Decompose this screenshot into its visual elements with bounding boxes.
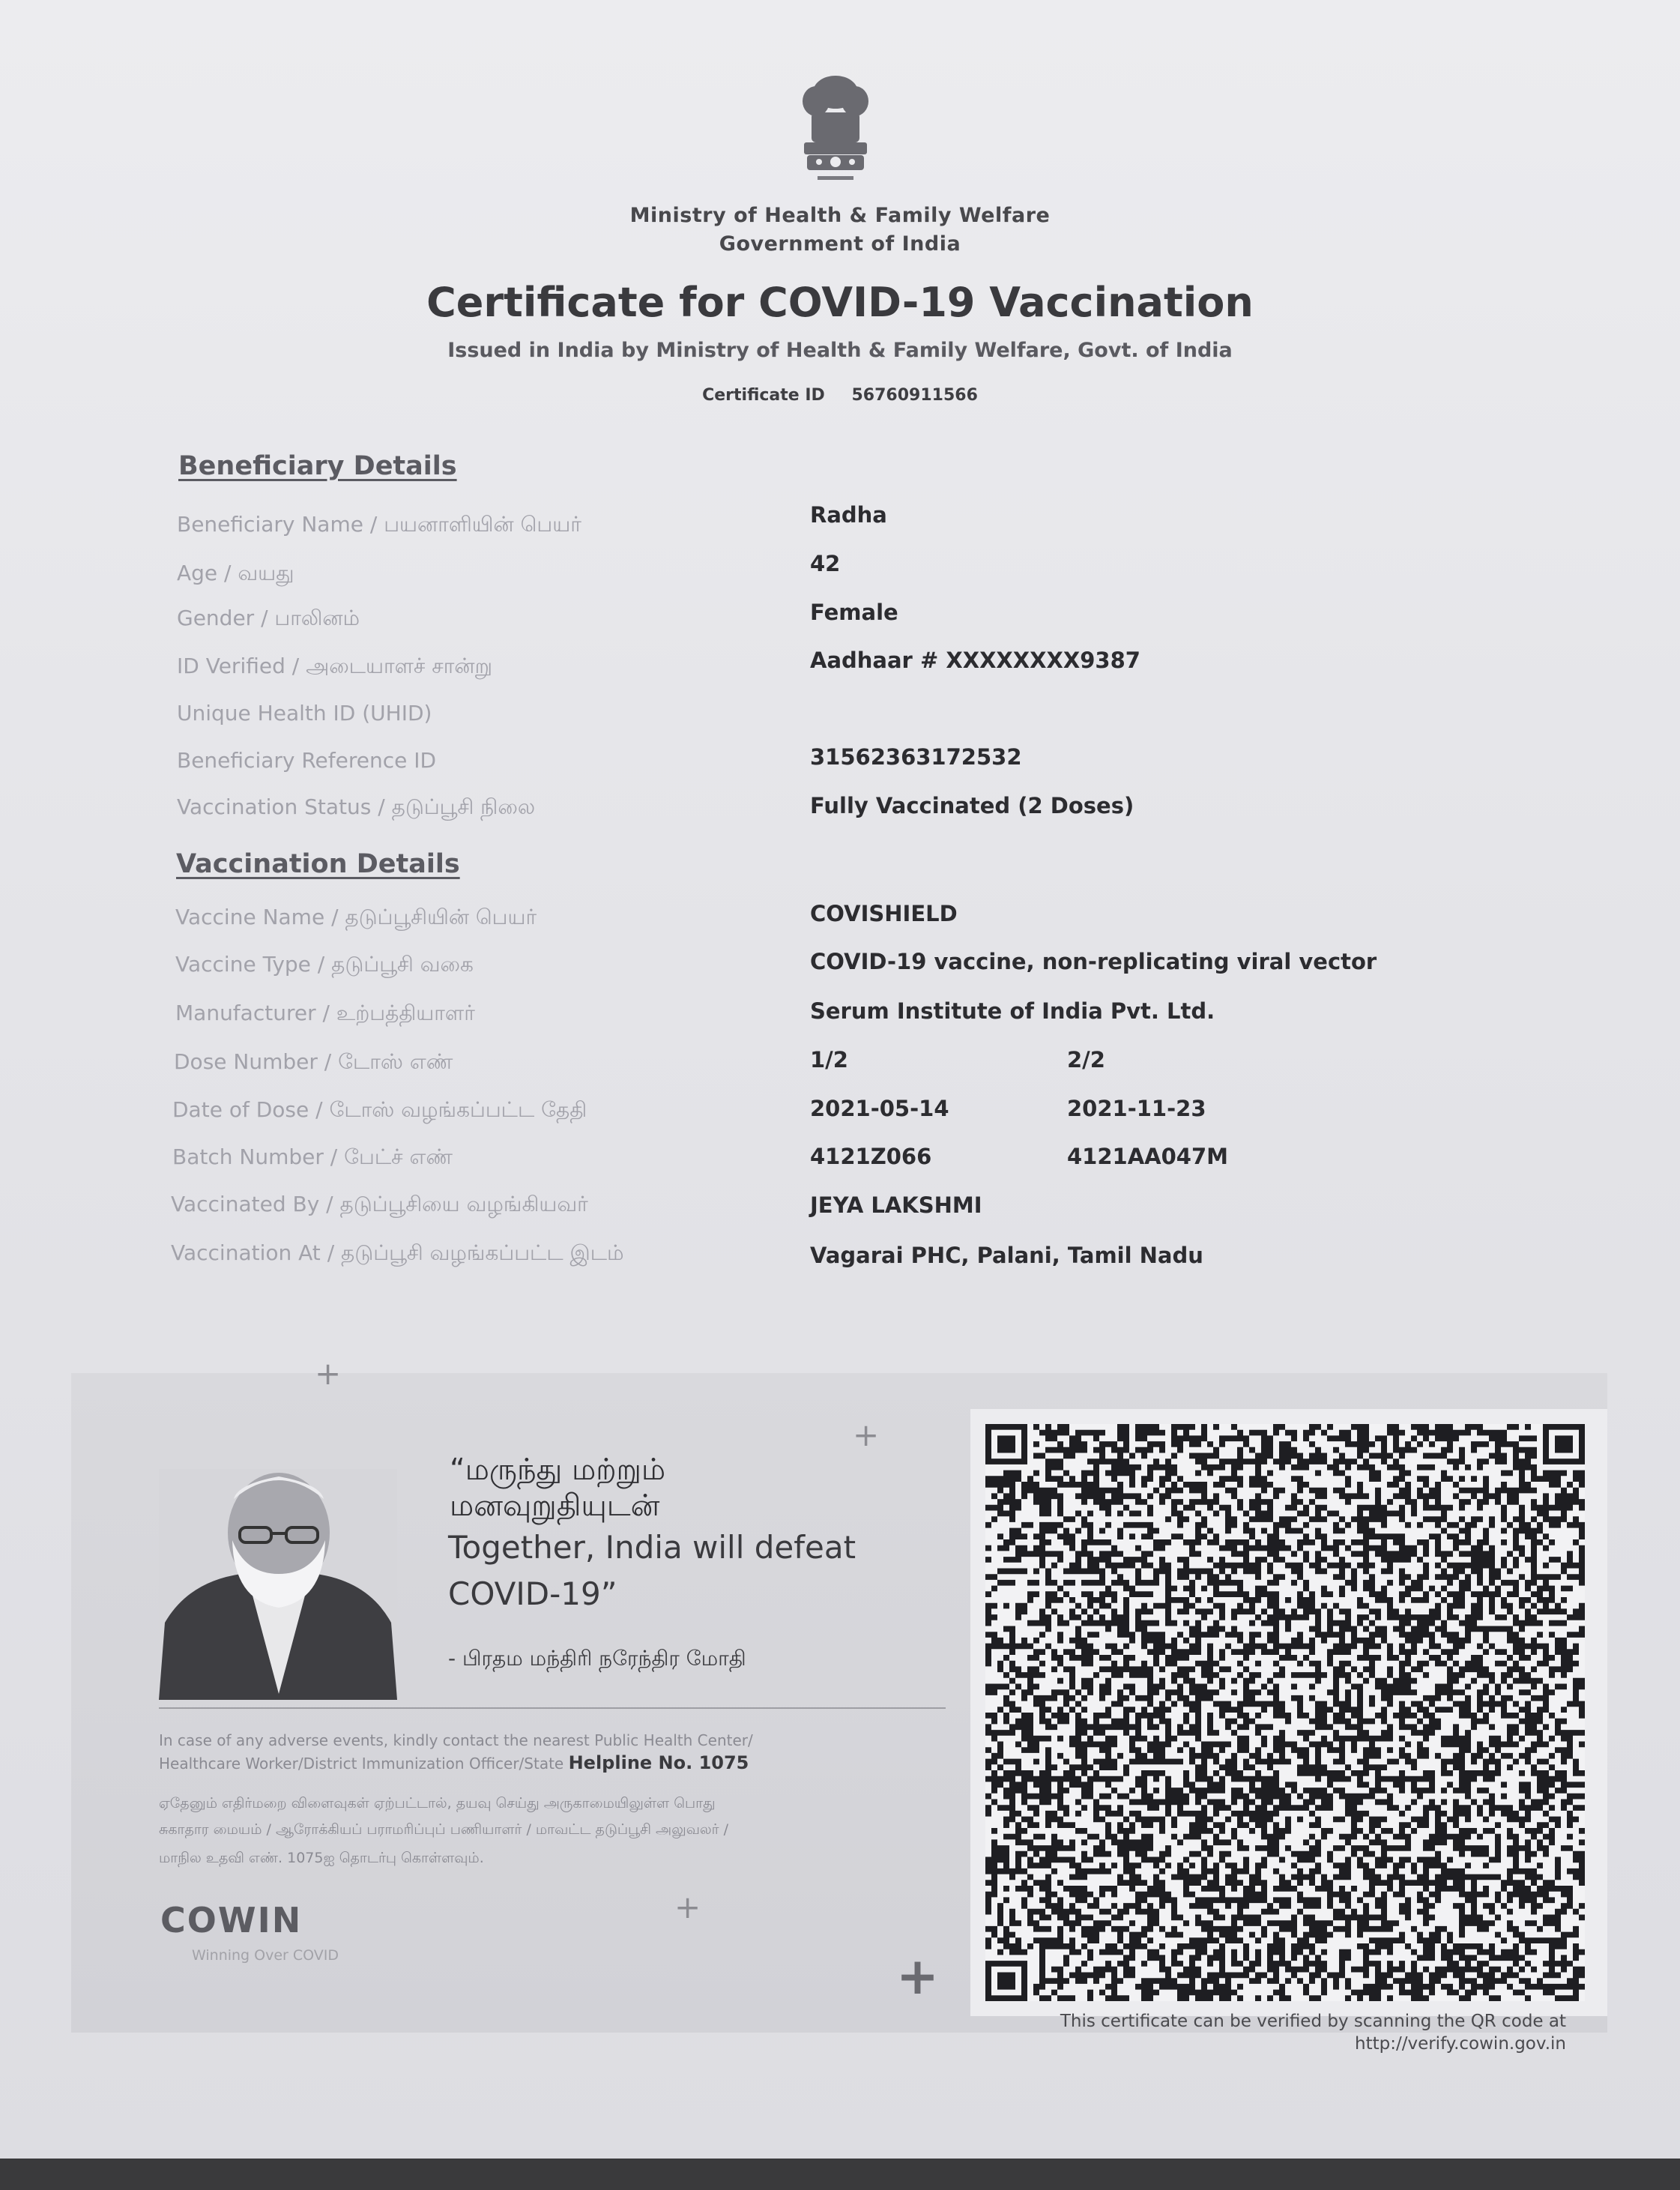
dose-number-value-2: 2/2	[1067, 1047, 1105, 1073]
certificate-id-value: 56760911566	[851, 386, 978, 405]
quote-author: - பிரதம மந்திரி நரேந்திர மோதி	[448, 1646, 746, 1671]
government-name: Government of India	[719, 232, 961, 256]
plus-decoration: +	[315, 1355, 342, 1392]
banner-divider	[159, 1707, 946, 1709]
vaccination-status-value: Fully Vaccinated (2 Doses)	[810, 793, 1134, 818]
quote-tamil-line1: “மருந்து மற்றும்	[450, 1453, 666, 1487]
manufacturer-label: Manufacturer / உற்பத்தியாளர்	[175, 1001, 475, 1025]
vaccinated-by-value: JEYA LAKSHMI	[810, 1192, 982, 1218]
vaccination-at-value: Vagarai PHC, Palani, Tamil Nadu	[810, 1243, 1203, 1268]
batch-number-label: Batch Number / பேட்ச் எண்	[172, 1144, 453, 1169]
verify-note-line1: This certificate can be verified by scanning the QR code at	[1060, 2012, 1566, 2031]
certificate-title: Certificate for COVID-19 Vaccination	[426, 279, 1254, 326]
adverse-events-tamil-line2: சுகாதார மையம் / ஆரோக்கியப் பராமரிப்புப் பணியாளர் / மாவட்ட தடுப்பூசி அலுவலர் /	[159, 1821, 729, 1838]
quote-english-line1: Together, India will defeat	[448, 1529, 856, 1566]
cowin-tagline: Winning Over COVID	[192, 1947, 339, 1964]
vaccine-type-value: COVID-19 vaccine, non-replicating viral vector	[810, 949, 1377, 974]
vaccine-name-label: Vaccine Name / தடுப்பூசியின் பெயர்	[175, 905, 537, 929]
batch-number-value-2: 4121AA047M	[1067, 1144, 1228, 1169]
adverse-events-tamil-line3: மாநில உதவி எண். 1075ஐ தொடர்பு கொள்ளவும்.	[159, 1850, 484, 1866]
adverse-events-english-line1: In case of any adverse events, kindly contact the nearest Public Health Center/	[159, 1731, 753, 1749]
prime-minister-portrait	[159, 1469, 397, 1700]
beneficiary-reference-id-label: Beneficiary Reference ID	[177, 748, 437, 773]
plus-decoration: +	[853, 1417, 880, 1453]
dose-number-label: Dose Number / டோஸ் எண்	[174, 1049, 453, 1074]
dose-number-value-1: 1/2	[810, 1047, 848, 1073]
vaccine-name-value: COVISHIELD	[810, 901, 958, 926]
certificate-id-label: Certificate ID	[702, 386, 825, 405]
beneficiary-details-heading: Beneficiary Details	[178, 451, 457, 481]
age-value: 42	[810, 551, 841, 576]
adverse-events-english-line2	[159, 1752, 749, 1773]
quote-english-line2: COVID-19”	[448, 1575, 617, 1612]
vaccination-details-heading: Vaccination Details	[176, 849, 460, 879]
gender-label: Gender / பாலினம்	[177, 606, 360, 630]
state-emblem-icon	[791, 71, 880, 199]
qr-code-icon	[985, 1424, 1585, 2001]
id-verified-value: Aadhaar # XXXXXXXX9387	[810, 648, 1140, 673]
helpline-number: Helpline No. 1075	[568, 1752, 749, 1773]
cowin-logo: COWIN	[160, 1900, 303, 1940]
vaccination-status-label: Vaccination Status / தடுப்பூசி நிலை	[177, 794, 536, 819]
certificate-id-line	[0, 386, 1680, 405]
uhid-label: Unique Health ID (UHID)	[177, 701, 432, 726]
plus-decoration: +	[896, 1947, 939, 2006]
adverse-events-tamil-line1: ஏதேனும் எதிர்மறை விளைவுகள் ஏற்பட்டால், தயவு செய்து அருகாமையிலுள்ள பொது	[159, 1795, 716, 1812]
manufacturer-value: Serum Institute of India Pvt. Ltd.	[810, 998, 1215, 1024]
ministry-name: Ministry of Health & Family Welfare	[629, 204, 1051, 227]
batch-number-value-1: 4121Z066	[810, 1144, 932, 1169]
adverse-events-text: Healthcare Worker/District Immunization Officer/State	[159, 1755, 564, 1773]
beneficiary-name-label: Beneficiary Name / பயனாளியின் பெயர்	[177, 512, 581, 537]
date-of-dose-value-2: 2021-11-23	[1067, 1096, 1206, 1121]
id-verified-label: ID Verified / அடையாளச் சான்று	[177, 654, 492, 678]
beneficiary-reference-id-value: 31562363172532	[810, 744, 1022, 770]
date-of-dose-value-1: 2021-05-14	[810, 1096, 949, 1121]
vaccination-at-label: Vaccination At / தடுப்பூசி வழங்கப்பட்ட இடம்	[171, 1240, 624, 1265]
vaccinated-by-label: Vaccinated By / தடுப்பூசியை வழங்கியவர்	[171, 1192, 588, 1216]
verify-url: http://verify.cowin.gov.in	[1355, 2034, 1566, 2054]
gender-value: Female	[810, 600, 898, 625]
issued-by: Issued in India by Ministry of Health & Family Welfare, Govt. of India	[447, 339, 1233, 362]
age-label: Age / வயது	[177, 561, 294, 585]
quote-tamil-line2: மனவுறுதியுடன்	[450, 1488, 660, 1523]
plus-decoration: +	[674, 1889, 701, 1925]
beneficiary-name-value: Radha	[810, 502, 887, 528]
vaccine-type-label: Vaccine Type / தடுப்பூசி வகை	[175, 952, 474, 977]
date-of-dose-label: Date of Dose / டோஸ் வழங்கப்பட்ட தேதி	[172, 1097, 587, 1122]
